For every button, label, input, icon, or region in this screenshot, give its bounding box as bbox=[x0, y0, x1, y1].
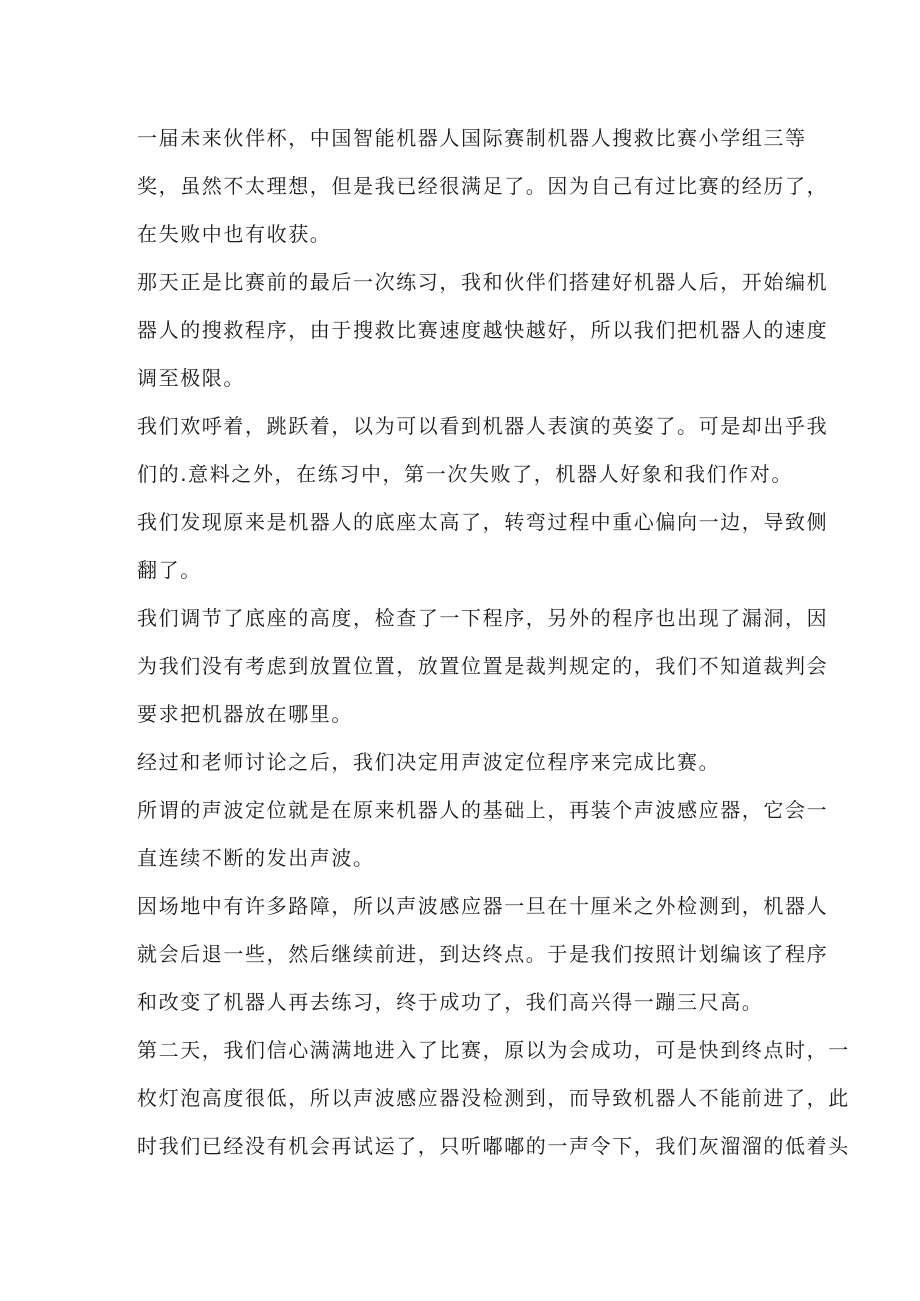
text-line: 翻了。 bbox=[137, 558, 202, 582]
paragraph-1 bbox=[137, 114, 829, 258]
paragraph-3 bbox=[137, 402, 829, 498]
paragraph-2 bbox=[137, 258, 829, 402]
text-line: 我们调节了底座的高度，检查了一下程序，另外的程序也出现了漏洞，因 bbox=[137, 606, 829, 630]
text-line: 为我们没有考虑到放置位置，放置位置是裁判规定的，我们不知道裁判会 bbox=[137, 654, 829, 678]
text-line: 时我们已经没有机会再试运了，只听嘟嘟的一声令下，我们灰溜溜的低着头 bbox=[137, 1134, 850, 1158]
text-line: 我们发现原来是机器人的底座太高了，转弯过程中重心偏向一边，导致侧 bbox=[137, 510, 829, 534]
paragraph-8 bbox=[137, 882, 829, 1026]
paragraph-6 bbox=[137, 738, 797, 786]
paragraph-5 bbox=[137, 594, 829, 738]
text-line: 要求把机器放在哪里。 bbox=[137, 702, 353, 726]
text-line: 因场地中有许多路障，所以声波感应器一旦在十厘米之外检测到，机器人 bbox=[137, 894, 829, 918]
paragraph-4 bbox=[137, 498, 829, 594]
paragraph-9 bbox=[137, 1026, 850, 1170]
text-line: 和改变了机器人再去练习，终于成功了，我们高兴得一蹦三尺高。 bbox=[137, 990, 764, 1014]
text-line: 就会后退一些，然后继续前进，到达终点。于是我们按照计划编该了程序 bbox=[137, 942, 829, 966]
text-line: 器人的搜救程序，由于搜救比赛速度越快越好，所以我们把机器人的速度 bbox=[137, 318, 829, 342]
text-line: 我们欢呼着，跳跃着，以为可以看到机器人表演的英姿了。可是却出乎我 bbox=[137, 414, 829, 438]
text-line: 枚灯泡高度很低，所以声波感应器没检测到，而导致机器人不能前进了，此 bbox=[137, 1086, 850, 1110]
text-line: 一届未来伙伴杯，中国智能机器人国际赛制机器人搜救比赛小学组三等 bbox=[137, 126, 807, 150]
document-body bbox=[137, 114, 850, 1170]
paragraph-7 bbox=[137, 786, 829, 882]
text-line: 第二天，我们信心满满地进入了比赛，原以为会成功，可是快到终点时，一 bbox=[137, 1038, 850, 1062]
text-line: 所谓的声波定位就是在原来机器人的基础上，再装个声波感应器，它会一 bbox=[137, 798, 829, 822]
text-line: 直连续不断的发出声波。 bbox=[137, 846, 375, 870]
text-line: 在失败中也有收获。 bbox=[137, 222, 332, 246]
text-line: 那天正是比赛前的最后一次练习，我和伙伴们搭建好机器人后，开始编机 bbox=[137, 270, 829, 294]
text-line: 经过和老师讨论之后，我们决定用声波定位程序来完成比赛。 bbox=[137, 750, 721, 774]
text-line: 们的.意料之外，在练习中，第一次失败了，机器人好象和我们作对。 bbox=[137, 462, 793, 486]
text-line: 奖，虽然不太理想，但是我已经很满足了。因为自己有过比赛的经历了， bbox=[137, 174, 829, 198]
text-line: 调至极限。 bbox=[137, 366, 245, 390]
